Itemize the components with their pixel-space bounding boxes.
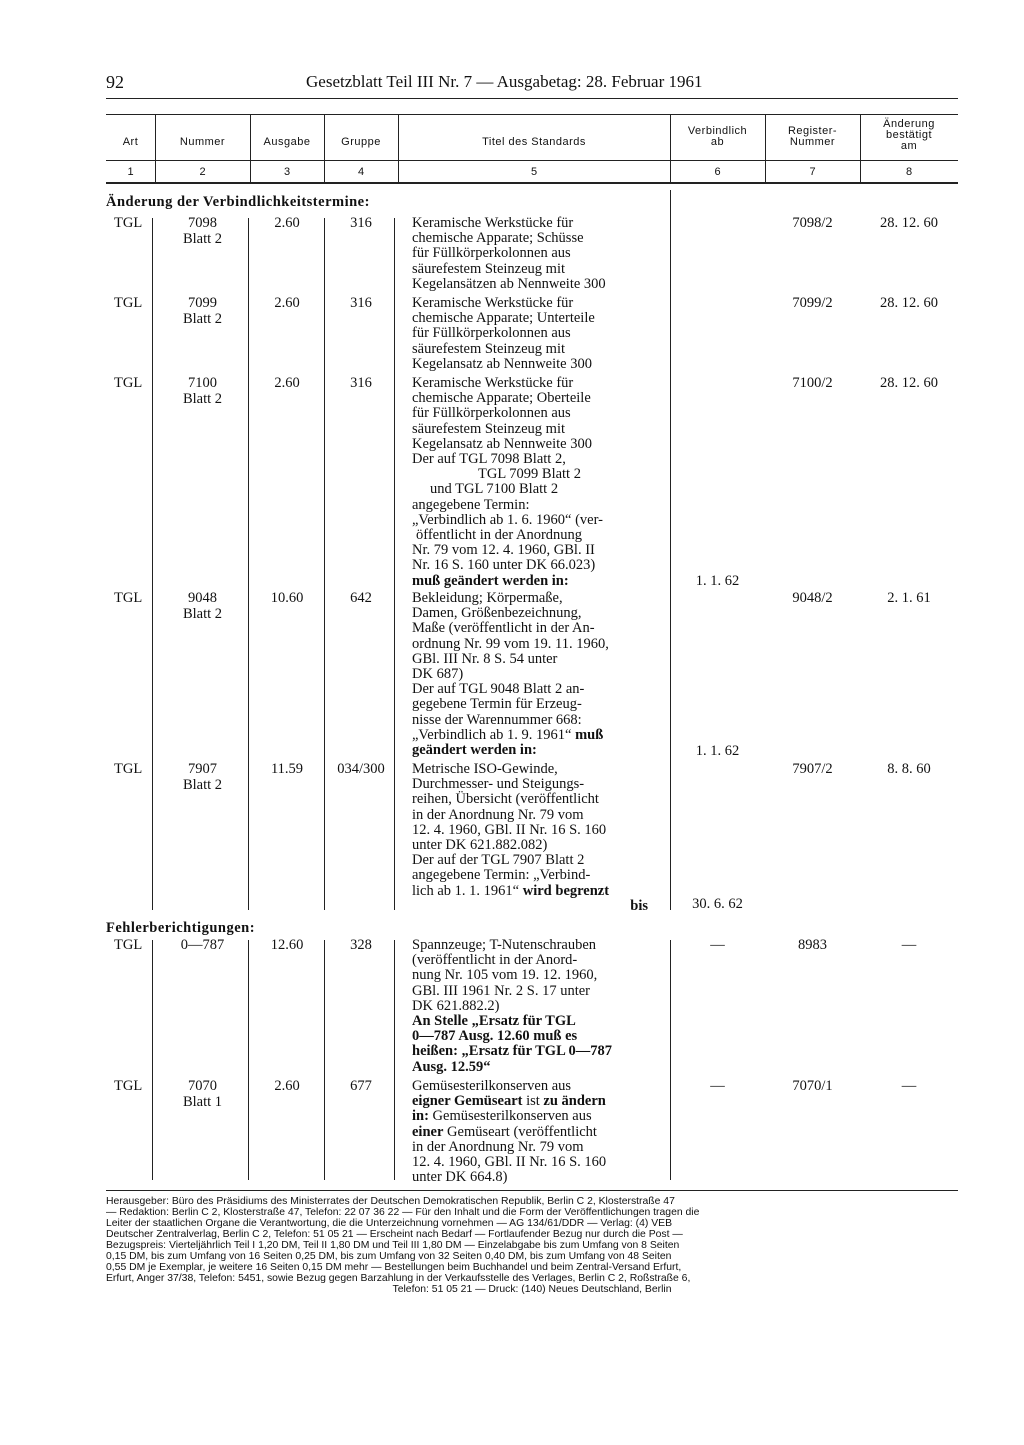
cell-verbindlich: — — [710, 1078, 725, 1094]
cell-bestaetigt: 28. 12. 60 — [880, 295, 938, 311]
cell-nummer: 7099 — [188, 295, 217, 311]
cell-blatt: Blatt 2 — [182, 606, 223, 622]
colnum: 4 — [357, 166, 365, 178]
cell-nummer: 0—787 — [180, 937, 225, 953]
page-number: 92 — [106, 72, 124, 92]
header-register: Register- Nummer — [787, 125, 838, 148]
cell-bestaetigt: — — [901, 1078, 917, 1094]
cell-gruppe: 677 — [350, 1078, 372, 1094]
table-top-rule — [106, 114, 958, 115]
header-bestaetigt: Änderung bestätigt am — [883, 118, 935, 152]
cell-nummer: 9048 — [188, 590, 217, 606]
cell-bestaetigt: — — [901, 937, 917, 953]
cell-bestaetigt: 2. 1. 61 — [887, 590, 931, 606]
cell-nummer: 7907 — [188, 761, 217, 777]
imprint-footer: Herausgeber: Büro des Präsidiums des Ministerrates der Deutschen Demokratischen Republik, Berlin C 2, Klosterstraße 47 — Redaktion: Berlin C 2, Klosterstraße 47, Telefon: 22 07 36 22 — Für den Inhalt und die Form der Veröffentlichungen tragen die Leiter der staatlichen Organe die Verantwortung, die die Unterzeichnung vornehmen — AG 134/61/DDR — Verlag: (4) VEB Deutscher Zentralverlag, Berlin C 2, Telefon: 51 05 21 — Erscheint nach Bedarf — Fortlaufender Bezug nur durch die Post — Bezugspreis: Vierteljährlich Teil I 1,20 DM, Teil II 1,80 DM und Teil III 1,80 DM — Einzelabgabe bis zum Umfang von 8 Seiten 0,15 DM, bis zum Umfang von 16 Seiten 0,25 DM, bis zum Umfang von 32 Seiten 0,40 DM, bis zum Umfang von 48 Seiten 0,55 DM je Exemplar, je weitere 16 Seiten 0,15 DM mehr — Bestellungen beim Buchhandel und beim Zentral-Versand Erfurt, Erfurt, Anger 37/38, Telefon: 5451, sowie Bezug gegen Barzahlung in der Verkaufsstelle des Verlages, Berlin C 2, Roßstraße 6, Telefon: 51 05 21 — Druck: (140) Neues Deutschland, Berlin — [106, 1196, 700, 1295]
cell-ausgabe: 10.60 — [270, 590, 304, 606]
cell-register: 7907/2 — [792, 761, 833, 777]
cell-gruppe: 328 — [350, 937, 372, 953]
cell-art: TGL — [114, 937, 143, 953]
cell-gruppe: 316 — [350, 375, 372, 391]
cell-register: 8983 — [798, 937, 827, 953]
col-divider — [248, 940, 249, 1180]
cell-verbindlich: 1. 1. 62 — [695, 743, 740, 759]
colnum: 3 — [283, 166, 291, 178]
header-gruppe: Gruppe — [341, 136, 381, 148]
cell-ausgabe: 2.60 — [274, 1078, 300, 1094]
gazette-title: Gesetzblatt Teil III Nr. 7 — Ausgabetag: 28. Februar 1961 — [306, 72, 703, 91]
cell-bestaetigt: 8. 8. 60 — [887, 761, 931, 777]
cell-art: TGL — [114, 295, 143, 311]
cell-art: TGL — [114, 215, 143, 231]
header-art: Art — [122, 136, 139, 148]
cell-blatt: Blatt 2 — [182, 311, 223, 327]
cell-titel: Bekleidung; Körpermaße, Damen, Größenbezeichnung, Maße (veröffentlicht in der An- ordnung Nr. 99 vom 19. 11. 1960, GBl. III Nr. 8 S. 54 unter DK 687) Der auf TGL 9048 Blatt 2 an- gegebene Termin für Erzeug- nisse der Warennummer 668: „Verbindlich ab 1. 9. 1961“ muß geändert werden in: — [412, 590, 609, 759]
colnum: 5 — [530, 166, 538, 178]
header-ausgabe: Ausgabe — [263, 136, 311, 148]
cell-art: TGL — [114, 1078, 143, 1094]
cell-titel: Keramische Werkstücke für chemische Apparate; Oberteile für Füllkörperkolonnen aus säurefestem Steinzeug mit Kegelansatz ab Nennweite 300 Der auf TGL 7098 Blatt 2, TGL 7099 Blatt 2 und TGL 7100 Blatt 2 angegebene Termin: „Verbindlich ab 1. 6. 1960“ (ver- öffentlicht in der Anordnung Nr. 79 vom 12. 4. 1960, GBl. II Nr. 16 S. 160 unter DK 66.023) muß geändert werden in: — [412, 375, 603, 589]
cell-nummer: 7098 — [188, 215, 217, 231]
cell-gruppe: 316 — [350, 215, 372, 231]
colnum: 6 — [714, 166, 721, 178]
header-nummer: Nummer — [179, 136, 226, 148]
header-rule — [106, 98, 958, 99]
cell-art: TGL — [114, 375, 143, 391]
cell-blatt: Blatt 2 — [182, 231, 223, 247]
cell-bestaetigt: 28. 12. 60 — [880, 375, 938, 391]
col-divider — [324, 218, 325, 910]
cell-art: TGL — [114, 590, 143, 606]
cell-blatt: Blatt 2 — [182, 777, 223, 793]
section-heading-verbindlichkeitstermine: Änderung der Verbindlichkeitstermine: — [106, 194, 370, 210]
cell-titel: Keramische Werkstücke für chemische Apparate; Unterteile für Füllkörperkolonnen aus säurefestem Steinzeug mit Kegelansatz ab Nennweite 300 — [412, 295, 595, 372]
cell-verbindlich: 1. 1. 62 — [695, 573, 740, 589]
page-header — [106, 72, 956, 96]
cell-verbindlich: 30. 6. 62 — [692, 896, 743, 912]
cell-register: 7099/2 — [792, 295, 833, 311]
cell-blatt: Blatt 2 — [182, 391, 223, 407]
colnum: 7 — [809, 166, 816, 178]
col-divider — [394, 940, 395, 1180]
header-verbindlich: Verbindlich ab — [687, 125, 748, 148]
colnum: 8 — [905, 166, 913, 178]
col-divider — [670, 940, 671, 1180]
cell-gruppe: 316 — [350, 295, 372, 311]
colnum-rule — [106, 182, 958, 184]
cell-ausgabe: 2.60 — [274, 375, 300, 391]
header-titel: Titel des Standards — [482, 136, 586, 148]
cell-ausgabe: 11.59 — [270, 761, 304, 777]
cell-nummer: 7100 — [188, 375, 217, 391]
header-separator — [106, 160, 958, 161]
cell-register: 7100/2 — [792, 375, 833, 391]
cell-blatt: Blatt 1 — [182, 1094, 223, 1110]
cell-verbindlich: — — [710, 937, 725, 953]
cell-titel: Keramische Werkstücke für chemische Apparate; Schüsse für Füllkörperkolonnen aus säurefestem Steinzeug mit Kegelansätzen ab Nennweite 300 — [412, 215, 606, 292]
cell-art: TGL — [114, 761, 143, 777]
cell-nummer: 7070 — [188, 1078, 217, 1094]
cell-titel: Gemüsesterilkonserven aus eigner Gemüseart ist zu ändern in: Gemüsesterilkonserven aus einer Gemüseart (veröffentlicht in der Anordnung Nr. 79 vom 12. 4. 1960, GBl. II Nr. 16 S. 160 unter DK 664.8) — [412, 1078, 607, 1186]
col-divider — [152, 218, 153, 910]
col-divider — [324, 940, 325, 1180]
cell-gruppe: 034/300 — [337, 761, 385, 777]
colnum: 2 — [199, 166, 206, 178]
footer-rule — [106, 1190, 958, 1191]
cell-ausgabe: 12.60 — [270, 937, 304, 953]
cell-gruppe: 642 — [350, 590, 372, 606]
col-divider — [152, 940, 153, 1180]
cell-ausgabe: 2.60 — [274, 295, 300, 311]
cell-register: 9048/2 — [792, 590, 833, 606]
col-divider — [394, 218, 395, 910]
cell-bestaetigt: 28. 12. 60 — [880, 215, 938, 231]
col-divider — [670, 190, 671, 910]
cell-register: 7098/2 — [792, 215, 833, 231]
cell-register: 7070/1 — [792, 1078, 833, 1094]
cell-titel: Metrische ISO-Gewinde, Durchmesser- und Steigungs- reihen, Übersicht (veröffentlicht in der Anordnung Nr. 79 vom 12. 4. 1960, GBl. II Nr. 16 S. 160 unter DK 621.882.082) Der auf der TGL 7907 Blatt 2 angegebene Termin: „Verbind- lich ab 1. 1. 1961“ wird begrenzt bis — [412, 761, 648, 914]
cell-ausgabe: 2.60 — [274, 215, 300, 231]
colnum: 1 — [127, 166, 134, 178]
cell-titel: Spannzeuge; T-Nutenschrauben (veröffentlicht in der Anord- nung Nr. 105 vom 19. 12. 1960, GBl. III 1961 Nr. 2 S. 17 unter DK 621.882.2) An Stelle „Ersatz für TGL 0—787 Ausg. 12.60 muß es heißen: „Ersatz für TGL 0—787 Ausg. 12.59“ — [412, 937, 613, 1075]
section-heading-fehlerberichtigungen: Fehlerberichtigungen: — [106, 920, 256, 936]
